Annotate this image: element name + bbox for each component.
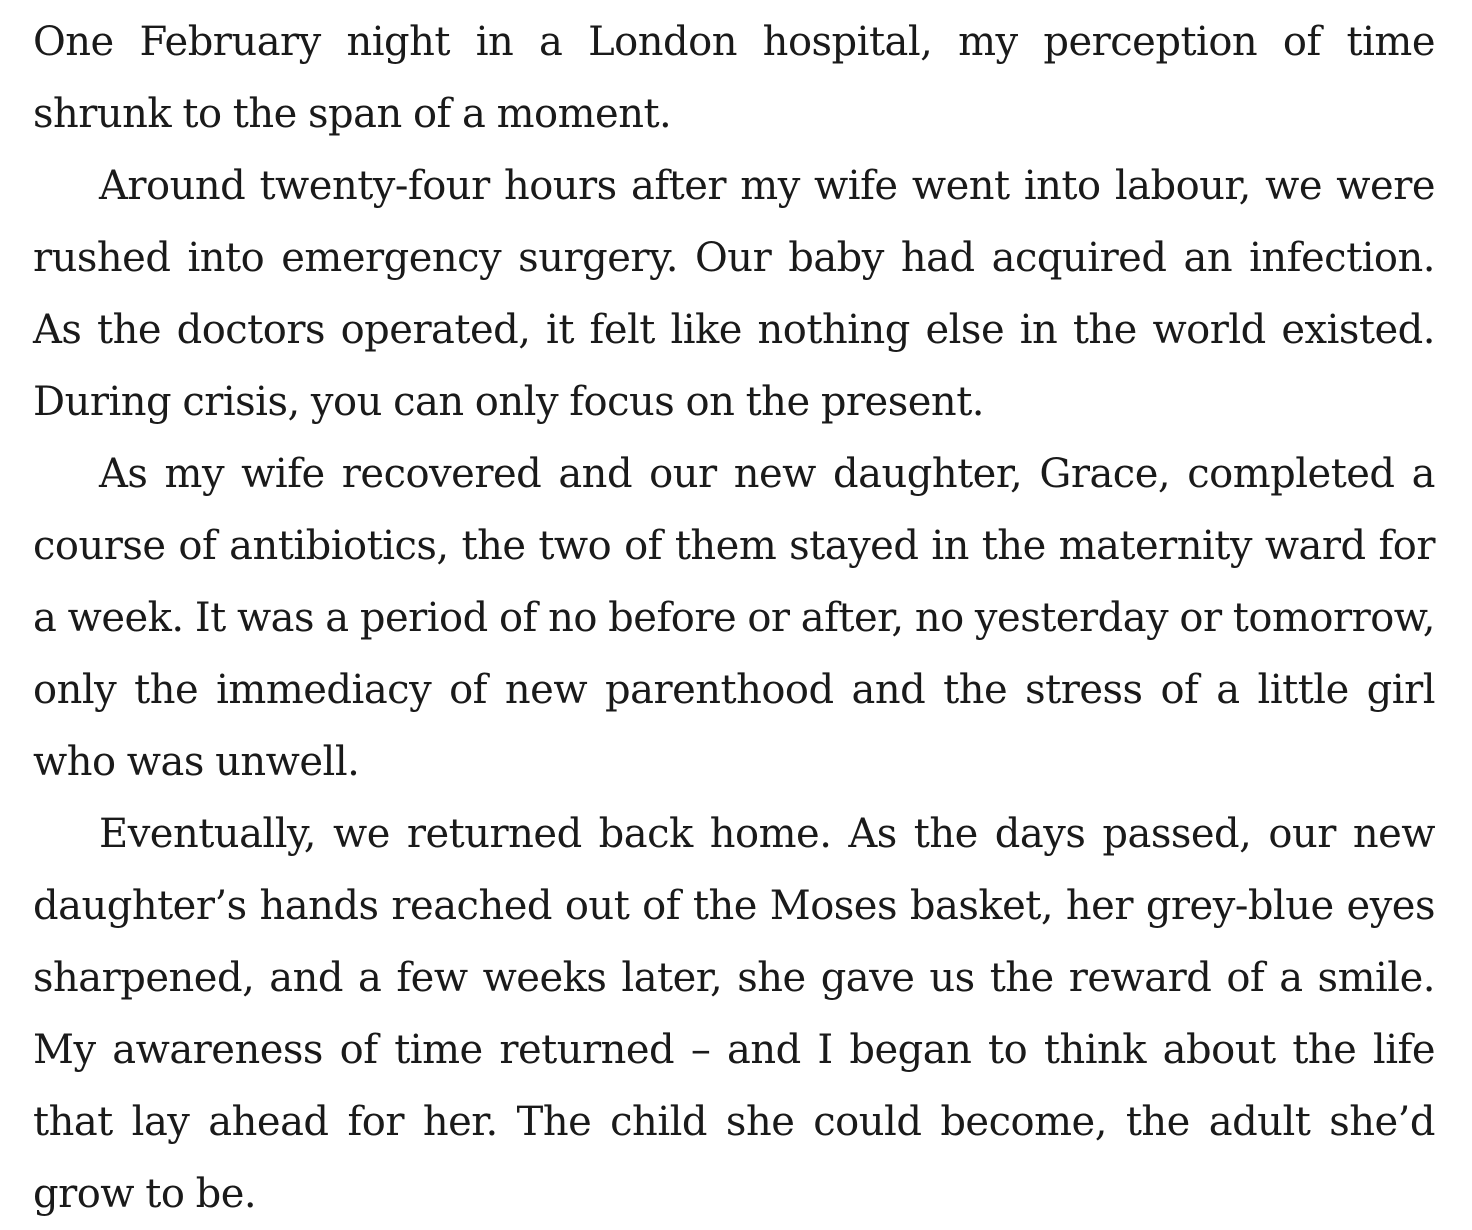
paragraph-1: One February night in a London hospital, my perception of time shrunk to the span of a moment. [33, 19, 1435, 137]
paragraph-4: Eventually, we returned back home. As the days passed, our new daughter’s hands reached out of the Moses basket, her grey-blue eyes sharpened, and a few weeks later, she gave us the reward of a smile. My awareness of time returned – and I began to think about the life that lay ahead for her. The child she could become, the adult she’d grow to be. [33, 811, 1435, 1217]
paragraph-2: Around twenty-four hours after my wife went into labour, we were rushed into emergency surgery. Our baby had acquired an infection. As the doctors operated, it felt like nothing else in the world existed. During crisis, you can only focus on the present. [33, 163, 1435, 425]
page-body [33, 6, 1435, 1230]
paragraph-3: As my wife recovered and our new daughter, Grace, completed a course of antibiotics, the two of them stayed in the maternity ward for a week. It was a period of no before or after, no yesterday or tomorrow, only the immediacy of new parenthood and the stress of a little girl who was unwell. [33, 451, 1435, 785]
